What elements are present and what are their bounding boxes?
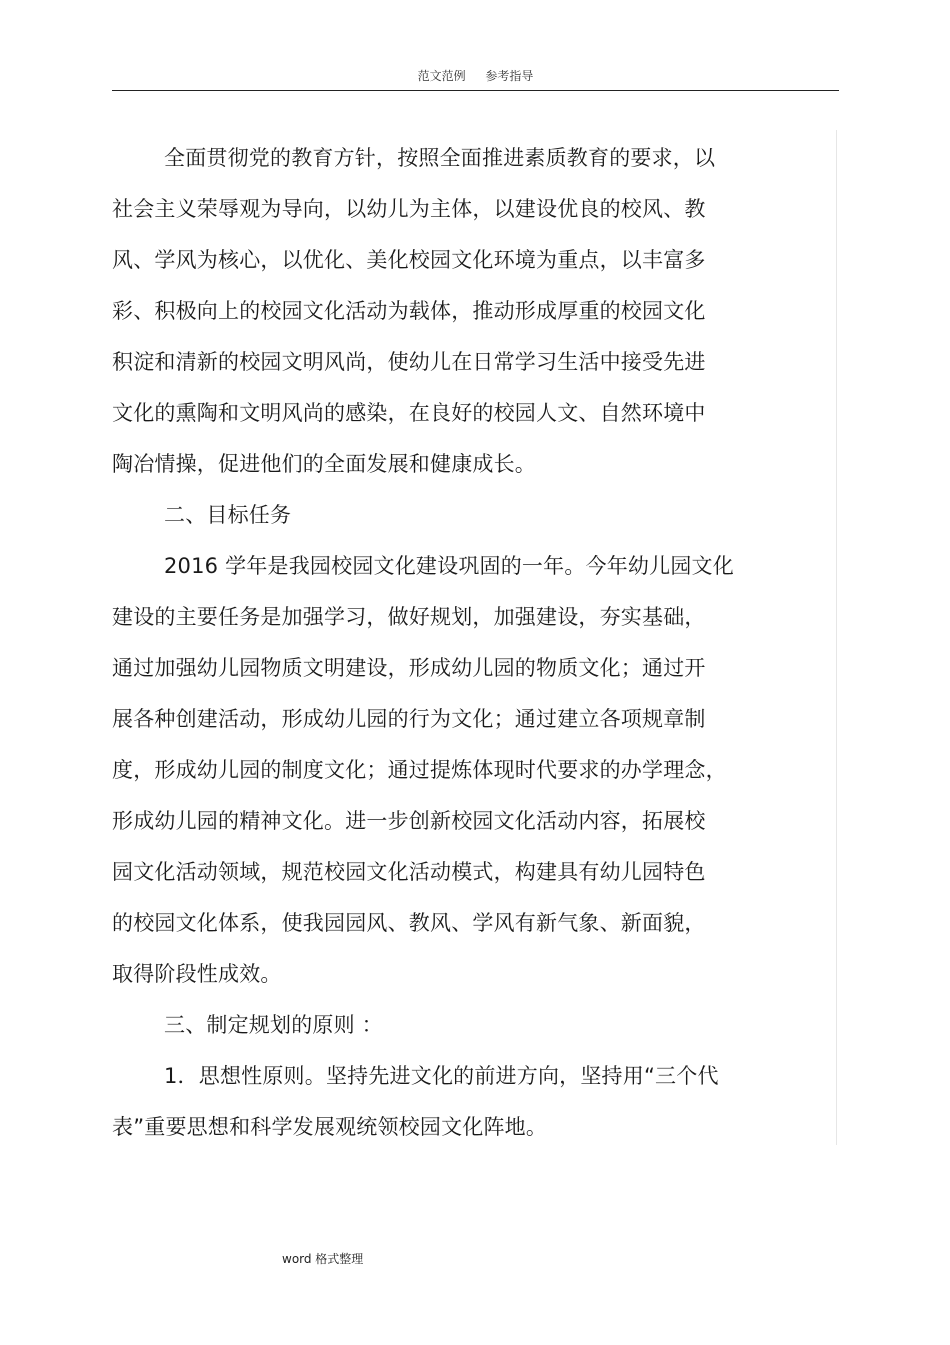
page-header bbox=[112, 68, 839, 91]
text-line: 1．思想性原则。坚持先进文化的前进方向，坚持用“三个代 bbox=[164, 1064, 719, 1088]
text-line: 陶冶情操，促进他们的全面发展和健康成长。 bbox=[112, 452, 536, 476]
text-line: 表”重要思想和科学发展观统领校园文化阵地。 bbox=[112, 1115, 548, 1139]
text-line: 风、学风为核心，以优化、美化校园文化环境为重点，以丰富多 bbox=[112, 248, 706, 272]
text-line: 2016 学年是我园校园文化建设巩固的一年。今年幼儿园文化 bbox=[164, 554, 734, 578]
header-left-text: 范文范例 bbox=[417, 69, 466, 83]
paragraph-principle-1 bbox=[112, 1051, 784, 1153]
text-line: 取得阶段性成效。 bbox=[112, 962, 282, 986]
section-heading-principles: 三、制定规划的原则 ： bbox=[164, 1013, 383, 1037]
text-line: 通过加强幼儿园物质文明建设，形成幼儿园的物质文化；通过开 bbox=[112, 656, 706, 680]
paragraph-goals bbox=[112, 541, 784, 1000]
text-line: 展各种创建活动，形成幼儿园的行为文化；通过建立各项规章制 bbox=[112, 707, 706, 731]
right-margin-rule bbox=[836, 130, 837, 1145]
text-line: 形成幼儿园的精神文化。进一步创新校园文化活动内容，拓展校 bbox=[112, 809, 706, 833]
section-heading-goals: 二、目标任务 bbox=[164, 503, 292, 527]
text-line: 积淀和清新的校园文明风尚，使幼儿在日常学习生活中接受先进 bbox=[112, 350, 706, 374]
text-line: 建设的主要任务是加强学习，做好规划，加强建设，夯实基础， bbox=[112, 605, 706, 629]
text-line: 文化的熏陶和文明风尚的感染，在良好的校园人文、自然环境中 bbox=[112, 401, 706, 425]
document-body bbox=[112, 133, 784, 1153]
text-line: 园文化活动领域，规范校园文化活动模式，构建具有幼儿园特色 bbox=[112, 860, 706, 884]
paragraph-guiding-ideology bbox=[112, 133, 784, 490]
text-line: 全面贯彻党的教育方针，按照全面推进素质教育的要求，以 bbox=[164, 146, 716, 170]
header-right-text: 参考指导 bbox=[485, 69, 534, 83]
text-line: 度，形成幼儿园的制度文化；通过提炼体现时代要求的办学理念， bbox=[112, 758, 727, 782]
text-line: 的校园文化体系，使我园园风、教风、学风有新气象、新面貌， bbox=[112, 911, 706, 935]
text-line: 彩、积极向上的校园文化活动为载体，推动形成厚重的校园文化 bbox=[112, 299, 706, 323]
page-footer: word 格式整理 bbox=[282, 1252, 364, 1266]
text-line: 社会主义荣辱观为导向，以幼儿为主体，以建设优良的校风、教 bbox=[112, 197, 706, 221]
